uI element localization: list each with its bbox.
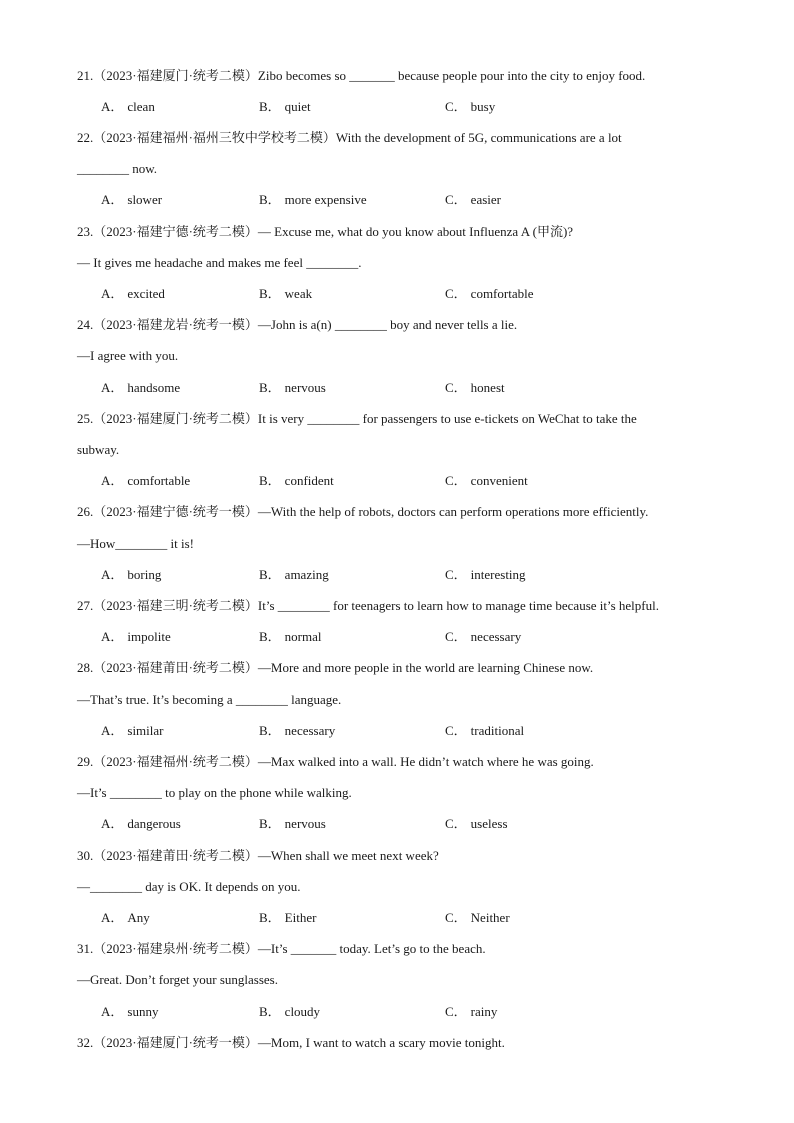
option-text: nervous [284,816,326,831]
option-text: normal [284,629,322,644]
option-a [101,471,190,491]
option-letter: C． [445,192,467,207]
option-c [445,471,528,491]
option-letter: B． [259,910,281,925]
option-c [445,627,521,647]
option-letter: C． [445,473,467,488]
option-letter: A． [101,567,124,582]
option-letter: A． [101,380,124,395]
option-text: nervous [284,380,326,395]
question-text-continued: —________ day is OK. It depends on you. [77,879,301,894]
option-b [259,97,311,117]
question-text: 24.（2023·福建龙岩·统考一模）—John is a(n) ________ boy and never tells a lie. [77,317,518,332]
option-c [445,565,526,585]
option-text: rainy [470,1004,498,1019]
option-text: boring [127,567,162,582]
question-text-continued: —It’s ________ to play on the phone while walking. [77,785,352,800]
option-b [259,814,326,834]
option-a [101,565,161,585]
option-letter: A． [101,629,124,644]
question-text: 31.（2023·福建泉州·统考二模）—It’s _______ today. Let’s go to the beach. [77,941,486,956]
option-text: honest [470,380,505,395]
option-letter: B． [259,286,281,301]
option-text: busy [470,99,496,114]
option-letter: B． [259,816,281,831]
option-c [445,284,533,304]
option-text: traditional [470,723,525,738]
option-text: necessary [284,723,336,738]
option-letter: A． [101,723,124,738]
option-c [445,721,524,741]
option-text: cloudy [284,1004,321,1019]
option-b [259,284,312,304]
question-text: 22.（2023·福建福州·福州三牧中学校考二模）With the development of 5G, communications are a lot [77,130,622,145]
option-text: sunny [127,1004,159,1019]
option-text: clean [127,99,155,114]
question-text-continued: ________ now. [77,161,158,176]
option-text: amazing [284,567,329,582]
option-letter: C． [445,99,467,114]
question-text-continued: —How________ it is! [77,536,194,551]
option-letter: A． [101,286,124,301]
option-a [101,908,150,928]
option-letter: A． [101,473,124,488]
question-text: 27.（2023·福建三明·统考二模）It’s ________ for teenagers to learn how to manage time because it’s helpful. [77,598,659,613]
option-text: quiet [284,99,311,114]
option-b [259,721,335,741]
option-text: convenient [470,473,528,488]
option-letter: C． [445,380,467,395]
option-text: easier [470,192,501,207]
option-text: comfortable [127,473,191,488]
option-b [259,1002,320,1022]
question-text-continued: —I agree with you. [77,348,179,363]
option-letter: C． [445,567,467,582]
option-letter: B． [259,99,281,114]
option-text: similar [127,723,164,738]
question-text: 23.（2023·福建宁德·统考二模）— Excuse me, what do you know about Influenza A (甲流)? [77,224,574,239]
question-text: 28.（2023·福建莆田·统考二模）—More and more people in the world are learning Chinese now. [77,660,594,675]
question-text-continued: subway. [77,442,120,457]
question-text-continued: —Great. Don’t forget your sunglasses. [77,972,278,987]
option-letter: A． [101,1004,124,1019]
option-text: useless [470,816,508,831]
option-a [101,1002,158,1022]
option-text: interesting [470,567,526,582]
option-text: more expensive [284,192,367,207]
option-b [259,627,322,647]
option-b [259,471,334,491]
option-c [445,190,501,210]
option-letter: B． [259,723,281,738]
option-letter: B． [259,567,281,582]
option-b [259,378,326,398]
option-letter: B． [259,380,281,395]
option-letter: A． [101,816,124,831]
option-a [101,721,164,741]
option-letter: B． [259,629,281,644]
question-text: 25.（2023·福建厦门·统考二模）It is very ________ for passengers to use e-tickets on WeChat to take the [77,411,637,426]
option-text: confident [284,473,334,488]
option-a [101,97,155,117]
option-a [101,190,162,210]
option-letter: C． [445,286,467,301]
option-text: dangerous [127,816,181,831]
option-a [101,627,171,647]
option-c [445,97,495,117]
option-text: comfortable [470,286,534,301]
option-text: necessary [470,629,522,644]
option-letter: C． [445,816,467,831]
option-a [101,814,181,834]
question-text: 29.（2023·福建福州·统考二模）—Max walked into a wall. He didn’t watch where he was going. [77,754,594,769]
question-text: 21.（2023·福建厦门·统考二模）Zibo becomes so _______ because people pour into the city to enjoy food. [77,68,646,83]
option-text: impolite [127,629,171,644]
option-c [445,908,510,928]
option-c [445,1002,497,1022]
option-text: Either [284,910,317,925]
option-letter: A． [101,910,124,925]
option-letter: B． [259,1004,281,1019]
option-b [259,190,367,210]
option-c [445,378,505,398]
option-letter: C． [445,629,467,644]
option-letter: A． [101,99,124,114]
question-text-continued: — It gives me headache and makes me feel ________. [77,255,362,270]
question-text: 32.（2023·福建厦门·统考一模）—Mom, I want to watch a scary movie tonight. [77,1035,505,1050]
option-b [259,908,316,928]
question-text: 26.（2023·福建宁德·统考一模）—With the help of robots, doctors can perform operations more efficiently. [77,504,649,519]
option-c [445,814,508,834]
option-b [259,565,329,585]
option-a [101,284,165,304]
question-text: 30.（2023·福建莆田·统考二模）—When shall we meet next week? [77,848,439,863]
option-text: Neither [470,910,510,925]
option-letter: C． [445,910,467,925]
option-text: excited [127,286,165,301]
option-letter: B． [259,473,281,488]
question-text-continued: —That’s true. It’s becoming a ________ language. [77,692,342,707]
option-text: slower [127,192,163,207]
option-letter: C． [445,723,467,738]
option-letter: A． [101,192,124,207]
option-a [101,378,180,398]
option-text: weak [284,286,313,301]
option-letter: B． [259,192,281,207]
option-letter: C． [445,1004,467,1019]
option-text: handsome [127,380,181,395]
option-text: Any [127,910,150,925]
